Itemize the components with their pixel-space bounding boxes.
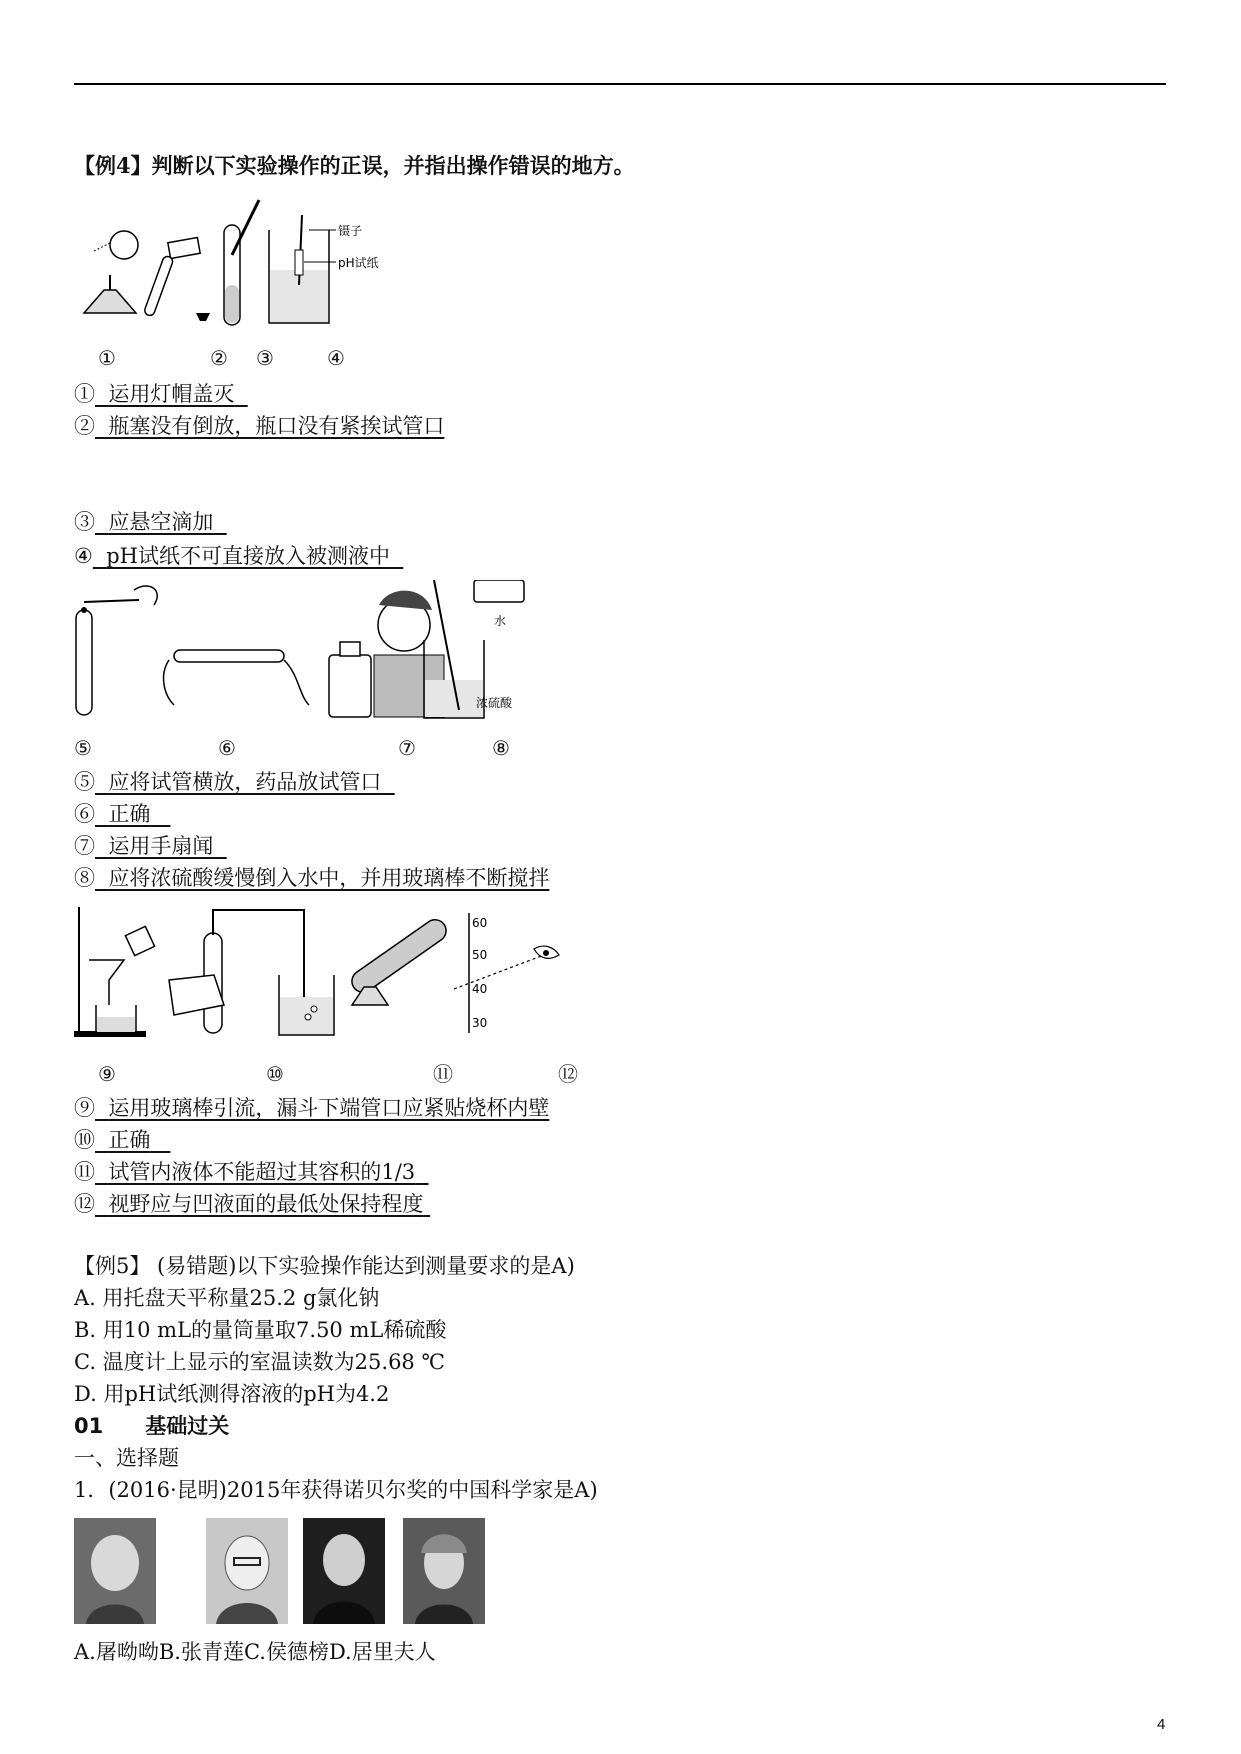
section-heading: 01 基础过关 [74,1414,230,1438]
answer-4: ④ pH试纸不可直接放入被测液中 [74,544,390,568]
answer-3: ③ 应悬空滴加 [74,510,214,534]
example5-option-a: A. 用托盘天平称量25.2 g氯化钠 [74,1286,380,1310]
answer-10: ⑩ 正确 [74,1128,151,1152]
portrait-photo-d [403,1518,485,1624]
example5-option-b: B. 用10 mL的量筒量取7.50 mL稀硫酸 [74,1318,447,1342]
fig-num-4: ④ [327,346,345,370]
lab-figure-row3 [74,905,594,1045]
fig-num-11: ⑪ [433,1062,453,1086]
answer-6: ⑥ 正确 [74,802,151,826]
conc-acid-label: 浓硫酸 [476,696,513,710]
answer-9: ⑨ 运用玻璃棒引流，漏斗下端管口应紧贴烧杯内壁 [74,1096,550,1120]
answer-5: ⑤ 应将试管横放，药品放试管口 [74,770,382,794]
answer-1: ① 运用灯帽盖灭 [74,382,235,406]
section-subheading: 一、选择题 [74,1446,179,1470]
fig-num-9: ⑨ [98,1062,116,1086]
fig-num-3: ③ [256,346,274,370]
answer-8: ⑧ 应将浓硫酸缓慢倒入水中，并用玻璃棒不断搅拌 [74,866,550,890]
example4-title: 【例4】判断以下实验操作的正误，并指出操作错误的地方。 [74,153,635,178]
lab-figure-row1 [74,195,434,335]
scale-40: 40 [472,982,488,996]
fig-num-5: ⑤ [74,736,92,760]
question-1-options: A.屠呦呦B.张青莲C.侯德榜D.居里夫人 [74,1640,436,1664]
page-number: 4 [1157,1716,1166,1733]
answer-11: ⑪ 试管内液体不能超过其容积的1/3 [74,1160,416,1184]
scale-30: 30 [472,1016,488,1030]
tweezers-label: 镊子 [338,224,363,238]
scale-60: 60 [472,916,488,930]
fig-num-12: ⑫ [558,1062,578,1086]
fig-num-6: ⑥ [218,736,236,760]
fig-num-1: ① [98,346,116,370]
header-rule [74,83,1166,85]
example5-option-c: C. 温度计上显示的室温读数为25.68 ℃ [74,1350,445,1374]
fig-num-10: ⑩ [266,1062,284,1086]
example5-title: 【例5】 (易错题)以下实验操作能达到测量要求的是A) [74,1254,575,1278]
portrait-photo-a [74,1518,156,1624]
water-label: 水 [494,614,507,628]
portrait-photo-b [206,1518,288,1624]
fig-num-2: ② [210,346,228,370]
ph-paper-label: pH试纸 [338,256,379,270]
lab-figure-row2 [74,580,554,720]
example5-option-d: D. 用pH试纸测得溶液的pH为4.2 [74,1382,390,1406]
portrait-photo-c [303,1518,385,1624]
fig-num-7: ⑦ [398,736,416,760]
answer-2: ② 瓶塞没有倒放，瓶口没有紧挨试管口 [74,414,445,438]
scale-50: 50 [472,948,488,962]
fig-num-8: ⑧ [492,736,510,760]
question-1: 1．(2016·昆明)2015年获得诺贝尔奖的中国科学家是A) [74,1478,598,1502]
answer-12: ⑫ 视野应与凹液面的最低处保持程度 [74,1192,424,1216]
answer-7: ⑦ 运用手扇闻 [74,834,214,858]
